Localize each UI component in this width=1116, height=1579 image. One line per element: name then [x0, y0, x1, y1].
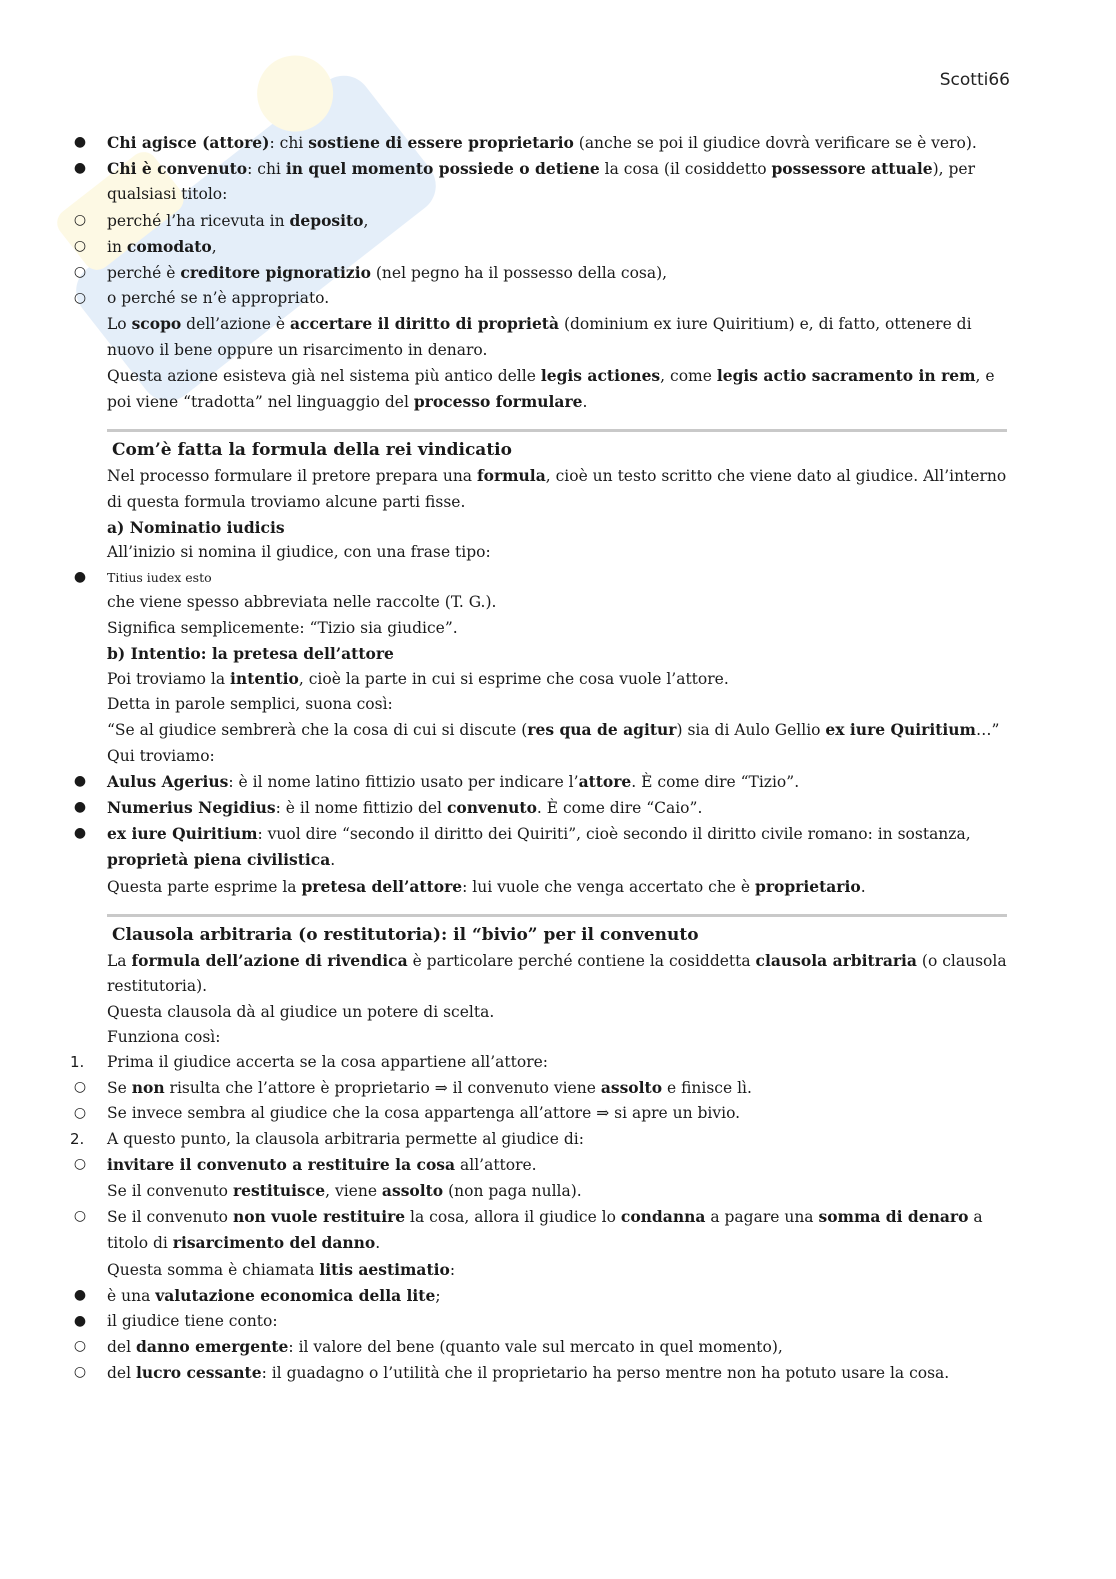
bullet-icon: ●: [73, 569, 87, 586]
term: invitare il convenuto a restituire la cosa: [107, 1154, 456, 1174]
section-heading: Com’è fatta la formula della rei vindicatio: [112, 440, 512, 461]
text: Questa parte esprime la: [107, 877, 302, 896]
text: ) sia di Aulo Gellio: [676, 721, 826, 740]
bullet-icon: ●: [73, 825, 87, 842]
circle-bullet-icon: ○: [73, 237, 87, 254]
text: Se il convenuto: [107, 1181, 233, 1200]
term: danno emergente: [135, 1337, 289, 1357]
bullet-icon: ●: [73, 772, 87, 789]
term: convenuto: [446, 798, 537, 818]
text: perché l’ha ricevuta in: [107, 211, 290, 230]
text: : il valore del bene (quanto vale sul mercato in quel momento),: [288, 1338, 783, 1357]
text: : il guadagno o l’utilità che il proprietario ha perso mentre non ha potuto usare la cosa.: [261, 1364, 950, 1383]
text: A questo punto, la clausola arbitraria permette al giudice di:: [107, 1129, 584, 1148]
term: possessore attuale: [771, 159, 933, 179]
text: (non paga nulla).: [443, 1181, 582, 1200]
text: …”: [975, 721, 1000, 740]
text: , come: [660, 366, 717, 385]
text: Titius iudex esto: [107, 570, 212, 586]
list-number: 1.: [70, 1052, 85, 1071]
text: (nel pegno ha il possesso della cosa),: [370, 264, 668, 283]
term: legis actio sacramento in rem: [716, 365, 976, 385]
paragraph: [70, 1257, 1020, 1283]
circle-bullet-icon: ○: [73, 1364, 87, 1381]
term: condanna: [620, 1207, 706, 1227]
text: la cosa (il cosiddetto: [599, 160, 772, 179]
term: pretesa dell’attore: [301, 876, 463, 896]
paragraph: Questa clausola dà al giudice un potere di scelta.: [107, 1002, 495, 1021]
text: del: [107, 1364, 136, 1383]
term: valutazione economica della lite: [155, 1285, 436, 1305]
term: proprietà piena civilistica: [107, 850, 331, 870]
text: .: [582, 393, 588, 412]
term: Chi agisce (attore): [107, 133, 270, 152]
text: . È come dire “Caio”.: [536, 799, 703, 818]
text: ,: [363, 211, 369, 230]
paragraph: Funziona così:: [107, 1027, 221, 1046]
circle-bullet-icon: ○: [73, 1338, 87, 1355]
paragraph: [70, 717, 1020, 743]
text: ;: [435, 1286, 441, 1305]
term: res qua de agitur: [527, 720, 677, 740]
term: Aulus Agerius: [107, 771, 229, 791]
paragraph: Detta in parole semplici, suona così:: [107, 695, 393, 714]
text: . È come dire “Tizio”.: [631, 772, 800, 791]
term: non vuole restituire: [232, 1207, 406, 1227]
term: non: [131, 1078, 165, 1098]
circle-bullet-icon: ○: [73, 1208, 87, 1225]
list-item: [70, 1101, 1020, 1126]
list-item: [70, 1283, 1020, 1309]
text: , e poi viene “tradotta” nel linguaggio del: [107, 366, 995, 412]
text: : chi: [247, 160, 286, 179]
text: all’attore.: [455, 1155, 537, 1174]
text: è una: [107, 1286, 156, 1305]
text: Se invece sembra al giudice che la cosa appartenga all’attore ⇒ si apre un bivio.: [107, 1104, 741, 1123]
term: restituisce: [232, 1180, 326, 1200]
circle-bullet-icon: ○: [73, 290, 87, 307]
text: : chi: [269, 134, 309, 152]
text: a titolo di: [107, 1208, 983, 1253]
text: a pagare una: [705, 1208, 819, 1227]
text: .: [860, 877, 866, 896]
term: intentio: [230, 669, 299, 689]
list-item: [70, 795, 1020, 821]
text: Lo: [107, 315, 132, 334]
text: La: [107, 952, 132, 971]
paragraph: [70, 311, 1020, 362]
term: scopo: [131, 314, 182, 334]
circle-bullet-icon: ○: [73, 211, 87, 228]
text: il giudice tiene conto:: [107, 1311, 278, 1330]
document-body: [70, 130, 1020, 1387]
text: , cioè un testo scritto che viene dato al giudice. All’interno di questa formula troviamo alcune parti fisse.: [107, 467, 1007, 511]
term: Numerius Negidius: [107, 798, 276, 818]
text: ,: [211, 237, 217, 256]
term: sostiene di essere proprietario: [308, 133, 574, 152]
text: Se il convenuto: [107, 1208, 233, 1227]
term: Chi è convenuto: [107, 159, 248, 179]
text: .: [330, 851, 336, 870]
list-item: [70, 1127, 1020, 1152]
list-item: [70, 208, 1020, 234]
text: Questa somma è chiamata: [107, 1260, 320, 1279]
term: litis aestimatio: [319, 1259, 450, 1279]
circle-bullet-icon: ○: [73, 1155, 87, 1172]
text: perché è: [107, 264, 181, 283]
term: somma di denaro: [818, 1207, 969, 1227]
text: Se: [107, 1079, 132, 1098]
text: in: [107, 237, 127, 256]
term: formula dell’azione di rivendica: [131, 951, 408, 971]
text: : è il nome latino fittizio usato per indicare l’: [228, 772, 579, 791]
section-divider: [107, 914, 1007, 917]
text: risulta che l’attore è proprietario ⇒ il convenuto viene: [164, 1079, 601, 1098]
section-heading: Clausola arbitraria (o restitutoria): il “bivio” per il convenuto: [112, 924, 699, 945]
text: la cosa, allora il giudice lo: [405, 1208, 621, 1227]
text: , viene: [325, 1181, 382, 1200]
term: lucro cessante: [135, 1363, 262, 1383]
list-item: [70, 286, 1020, 311]
bullet-icon: ●: [73, 1312, 87, 1329]
username-label: Scotti66: [939, 70, 1010, 90]
list-item: [70, 1334, 1020, 1360]
term: clausola arbitraria: [755, 951, 917, 971]
text: (anche se poi il giudice dovrà verificare se è vero).: [573, 134, 977, 152]
text: del: [107, 1338, 136, 1357]
bullet-icon: ●: [73, 1286, 87, 1303]
text: : lui vuole che venga accertato che è: [462, 877, 755, 896]
text: , cioè la parte in cui si esprime che cosa vuole l’attore.: [298, 670, 729, 689]
term: deposito: [289, 210, 364, 230]
text: e finisce lì.: [662, 1079, 752, 1098]
paragraph: [70, 463, 1020, 514]
term: attore: [578, 771, 632, 791]
text: dell’azione è: [181, 315, 290, 334]
bullet-icon: ●: [73, 134, 87, 150]
list-item: [70, 260, 1020, 286]
list-item: [70, 1050, 1020, 1075]
paragraph: [70, 363, 1020, 415]
term: processo formulare: [413, 392, 583, 412]
term: proprietario: [755, 876, 861, 896]
list-item: [70, 234, 1020, 260]
term: assolto: [600, 1078, 663, 1098]
paragraph: [70, 948, 1020, 999]
term: in quel momento possiede o detiene: [285, 159, 600, 179]
text: Poi troviamo la: [107, 670, 231, 689]
bullet-icon: ●: [73, 160, 87, 177]
text: Nel processo formulare il pretore prepara una: [107, 467, 477, 486]
text: :: [449, 1260, 456, 1279]
list-item: [70, 156, 1020, 207]
paragraph: [70, 874, 1020, 900]
list-item: [70, 1204, 1020, 1256]
term: comodato: [126, 236, 212, 256]
bullet-icon: ●: [73, 799, 87, 816]
circle-bullet-icon: ○: [73, 264, 87, 281]
text: (o clausola restitutoria).: [107, 952, 1007, 996]
subheading: a) Nominatio iudicis: [107, 517, 285, 537]
paragraph: Significa semplicemente: “Tizio sia giudice”.: [107, 618, 458, 637]
list-item: [70, 821, 1020, 873]
paragraph: All’inizio si nomina il giudice, con una frase tipo:: [107, 543, 491, 562]
list-item: [70, 769, 1020, 795]
text: o perché se n’è appropriato.: [107, 289, 330, 308]
text: Questa azione esisteva già nel sistema più antico delle: [107, 366, 541, 385]
term: formula: [476, 466, 546, 486]
list-item: [70, 1309, 1020, 1334]
text: è particolare perché contiene la cosiddetta: [407, 952, 756, 971]
list-item: [70, 130, 1020, 156]
list-item: [70, 1360, 1020, 1386]
text: “Se al giudice sembrerà che la cosa di cui si discute (: [107, 721, 528, 740]
term: risarcimento del danno: [172, 1233, 376, 1253]
text: Prima il giudice accerta se la cosa appartiene all’attore:: [107, 1052, 549, 1071]
text: .: [375, 1234, 381, 1253]
section-divider: [107, 429, 1007, 432]
term: creditore pignoratizio: [180, 263, 371, 283]
paragraph: [70, 666, 1020, 692]
term: legis actiones: [540, 365, 661, 385]
text: ), per qualsiasi titolo:: [107, 160, 976, 204]
list-number: 2.: [70, 1129, 85, 1148]
text: : è il nome fittizio del: [275, 799, 447, 818]
term: ex iure Quiritium: [825, 720, 976, 740]
list-item: [70, 1152, 1020, 1178]
text: : vuol dire “secondo il diritto dei Quiriti”, cioè secondo il diritto civile romano: in sostanza,: [257, 825, 971, 844]
term: accertare il diritto di proprietà: [290, 314, 560, 334]
list-item: [70, 565, 1020, 590]
list-item: [70, 1075, 1020, 1101]
circle-bullet-icon: ○: [73, 1105, 87, 1122]
term: assolto: [381, 1180, 444, 1200]
paragraph: Qui troviamo:: [107, 746, 215, 765]
circle-bullet-icon: ○: [73, 1079, 87, 1096]
paragraph: [70, 1178, 1020, 1204]
paragraph: che viene spesso abbreviata nelle raccolte (T. G.).: [107, 593, 497, 612]
subheading: b) Intentio: la pretesa dell’attore: [107, 643, 394, 663]
term: ex iure Quiritium: [107, 824, 258, 844]
text: (dominium ex iure Quiritium) e, di fatto, ottenere di nuovo il bene oppure un risarcimento in denaro.: [107, 315, 972, 359]
